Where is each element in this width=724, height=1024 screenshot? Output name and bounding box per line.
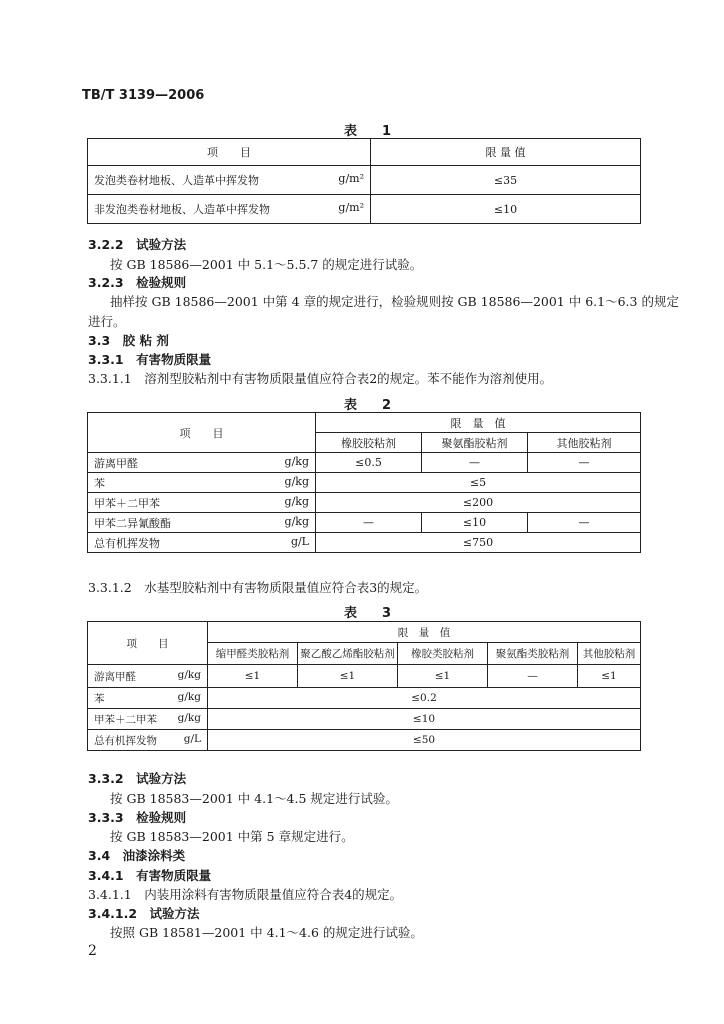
section-3-2-3-text-1: 抽样按 GB 18586—2001 中第 4 章的规定进行，检验规则按 GB 18586—2001 中 6.1～6.3 的规定: [110, 294, 679, 309]
section-3-3-2-text: 按 GB 18583—2001 中 4.1～4.5 规定进行试验。: [110, 791, 398, 806]
table2-caption: 表 2: [344, 398, 398, 413]
section-3-4-1-1-text: 3.4.1.1 内装用涂料有害物质限量值应符合表4的规定。: [88, 887, 403, 902]
section-3-3-2-title: 3.3.2 试验方法: [88, 771, 187, 786]
table3-subhead-1: 缩甲醛类胶粘剂: [208, 643, 298, 665]
table1-row1-item: 发泡类卷材地板、人造革中挥发物: [94, 174, 259, 187]
page-number: 2: [88, 943, 97, 959]
table2-row2-item: 苯: [94, 476, 105, 490]
section-3-4-1-2-text: 按照 GB 18581—2001 中 4.1～4.6 的规定进行试验。: [110, 925, 423, 940]
table2-row1-item: 游离甲醛: [94, 456, 138, 470]
table3-row1-value-3: ≤1: [398, 665, 488, 688]
section-3-3-1-2-text: 3.3.1.2 水基型胶粘剂中有害物质限量值应符合表3的规定。: [88, 580, 428, 595]
table1-row2-value: ≤10: [371, 195, 641, 224]
table3-row1-value-2: ≤1: [298, 665, 398, 688]
section-3-4-1-2-title: 3.4.1.2 试验方法: [88, 906, 200, 921]
section-3-3-3-text: 按 GB 18583—2001 中第 5 章规定进行。: [110, 829, 354, 844]
table3-subhead-5: 其他胶粘剂: [578, 643, 641, 665]
table2-row4-value-2: ≤10: [422, 513, 528, 533]
section-3-2-3-text-2: 进行。: [88, 314, 126, 329]
section-3-4-1-title: 3.4.1 有害物质限量: [88, 868, 212, 883]
table1-caption: 表 1: [344, 124, 398, 139]
table2-subhead-3: 其他胶粘剂: [528, 433, 641, 453]
table-row: [88, 730, 641, 751]
table2-row4-item: 甲苯二异氰酸酯: [94, 516, 171, 530]
section-3-3-1-1-text: 3.3.1.1 溶剂型胶粘剂中有害物质限量值应符合表2的规定。苯不能作为溶剂使用。: [88, 371, 553, 386]
table2-row2-value: ≤5: [316, 473, 641, 493]
table2-row1-value-2: —: [422, 453, 528, 473]
table1-row2-unit: g/m²: [338, 201, 364, 214]
section-3-2-2-title: 3.2.2 试验方法: [88, 237, 187, 252]
table-row: [88, 453, 641, 473]
table2-row1-value-3: —: [528, 453, 641, 473]
table1-head-limit: 限 量 值: [371, 139, 641, 166]
table3-row1-value-5: ≤1: [578, 665, 641, 688]
table3-row2-unit: g/kg: [177, 690, 201, 703]
table2-row1-value-1: ≤0.5: [316, 453, 422, 473]
table1-row1-unit: g/m²: [338, 172, 364, 185]
section-3-4-title: 3.4 油漆涂料类: [88, 848, 186, 863]
table2-row3-item: 甲苯＋二甲苯: [94, 496, 160, 510]
table-row: [88, 195, 641, 224]
table3-row2-item: 苯: [94, 692, 105, 705]
table3-row4-value: ≤50: [208, 730, 641, 751]
table-row: [88, 166, 641, 195]
table2-head-limit: 限 量 值: [316, 413, 641, 433]
table3-row4-unit: g/L: [183, 732, 201, 745]
section-3-3-1-title: 3.3.1 有害物质限量: [88, 352, 212, 367]
section-3-2-2-text: 按 GB 18586—2001 中 5.1～5.5.7 的规定进行试验。: [110, 257, 423, 272]
table2-row5-item: 总有机挥发物: [94, 536, 160, 550]
table2-row4-unit: g/kg: [284, 514, 309, 528]
table-row: [88, 513, 641, 533]
table3-caption: 表 3: [344, 606, 398, 621]
table1: [87, 138, 641, 224]
table2: [87, 412, 641, 553]
table1-row1-value: ≤35: [371, 166, 641, 195]
table1-row2-item: 非发泡类卷材地板、人造革中挥发物: [94, 203, 270, 216]
table-row: [88, 709, 641, 730]
table3-row4-item: 总有机挥发物: [94, 734, 157, 747]
table3-row1-value-4: —: [488, 665, 578, 688]
section-3-2-3-title: 3.2.3 检验规则: [88, 275, 187, 290]
table3-head-limit: 限 量 值: [208, 622, 641, 643]
table2-subhead-1: 橡胶胶粘剂: [316, 433, 422, 453]
standard-header: TB/T 3139—2006: [82, 88, 205, 103]
table2-row4-value-1: —: [316, 513, 422, 533]
table2-row5-unit: g/L: [290, 534, 309, 548]
table2-row4-value-3: —: [528, 513, 641, 533]
table2-head-item: 项 目: [88, 413, 316, 453]
table3-row3-item: 甲苯＋二甲苯: [94, 713, 157, 726]
table3-row1-value-1: ≤1: [208, 665, 298, 688]
table3: [87, 621, 641, 751]
table2-row3-unit: g/kg: [284, 494, 309, 508]
table3-subhead-3: 橡胶类胶粘剂: [398, 643, 488, 665]
table2-row2-unit: g/kg: [284, 474, 309, 488]
table-row: [88, 665, 641, 688]
section-3-3-3-title: 3.3.3 检验规则: [88, 810, 187, 825]
table-row: [88, 493, 641, 513]
table2-row1-unit: g/kg: [284, 454, 309, 468]
table2-row3-value: ≤200: [316, 493, 641, 513]
table3-row1-item: 游离甲醛: [94, 670, 136, 683]
table3-row3-unit: g/kg: [177, 711, 201, 724]
table3-row1-unit: g/kg: [177, 668, 201, 681]
table3-subhead-2: 聚乙酸乙烯酯胶粘剂: [298, 643, 398, 665]
table2-subhead-2: 聚氨酯胶粘剂: [422, 433, 528, 453]
section-3-3-title: 3.3 胶 粘 剂: [88, 333, 169, 348]
table-row: [88, 473, 641, 493]
table2-row5-value: ≤750: [316, 533, 641, 553]
table3-row2-value: ≤0.2: [208, 688, 641, 709]
table-row: [88, 688, 641, 709]
table3-head-item: 项 目: [88, 622, 208, 665]
table3-row3-value: ≤10: [208, 709, 641, 730]
table1-head-item: 项 目: [88, 139, 371, 166]
table3-subhead-4: 聚氨酯类胶粘剂: [488, 643, 578, 665]
table-row: [88, 533, 641, 553]
